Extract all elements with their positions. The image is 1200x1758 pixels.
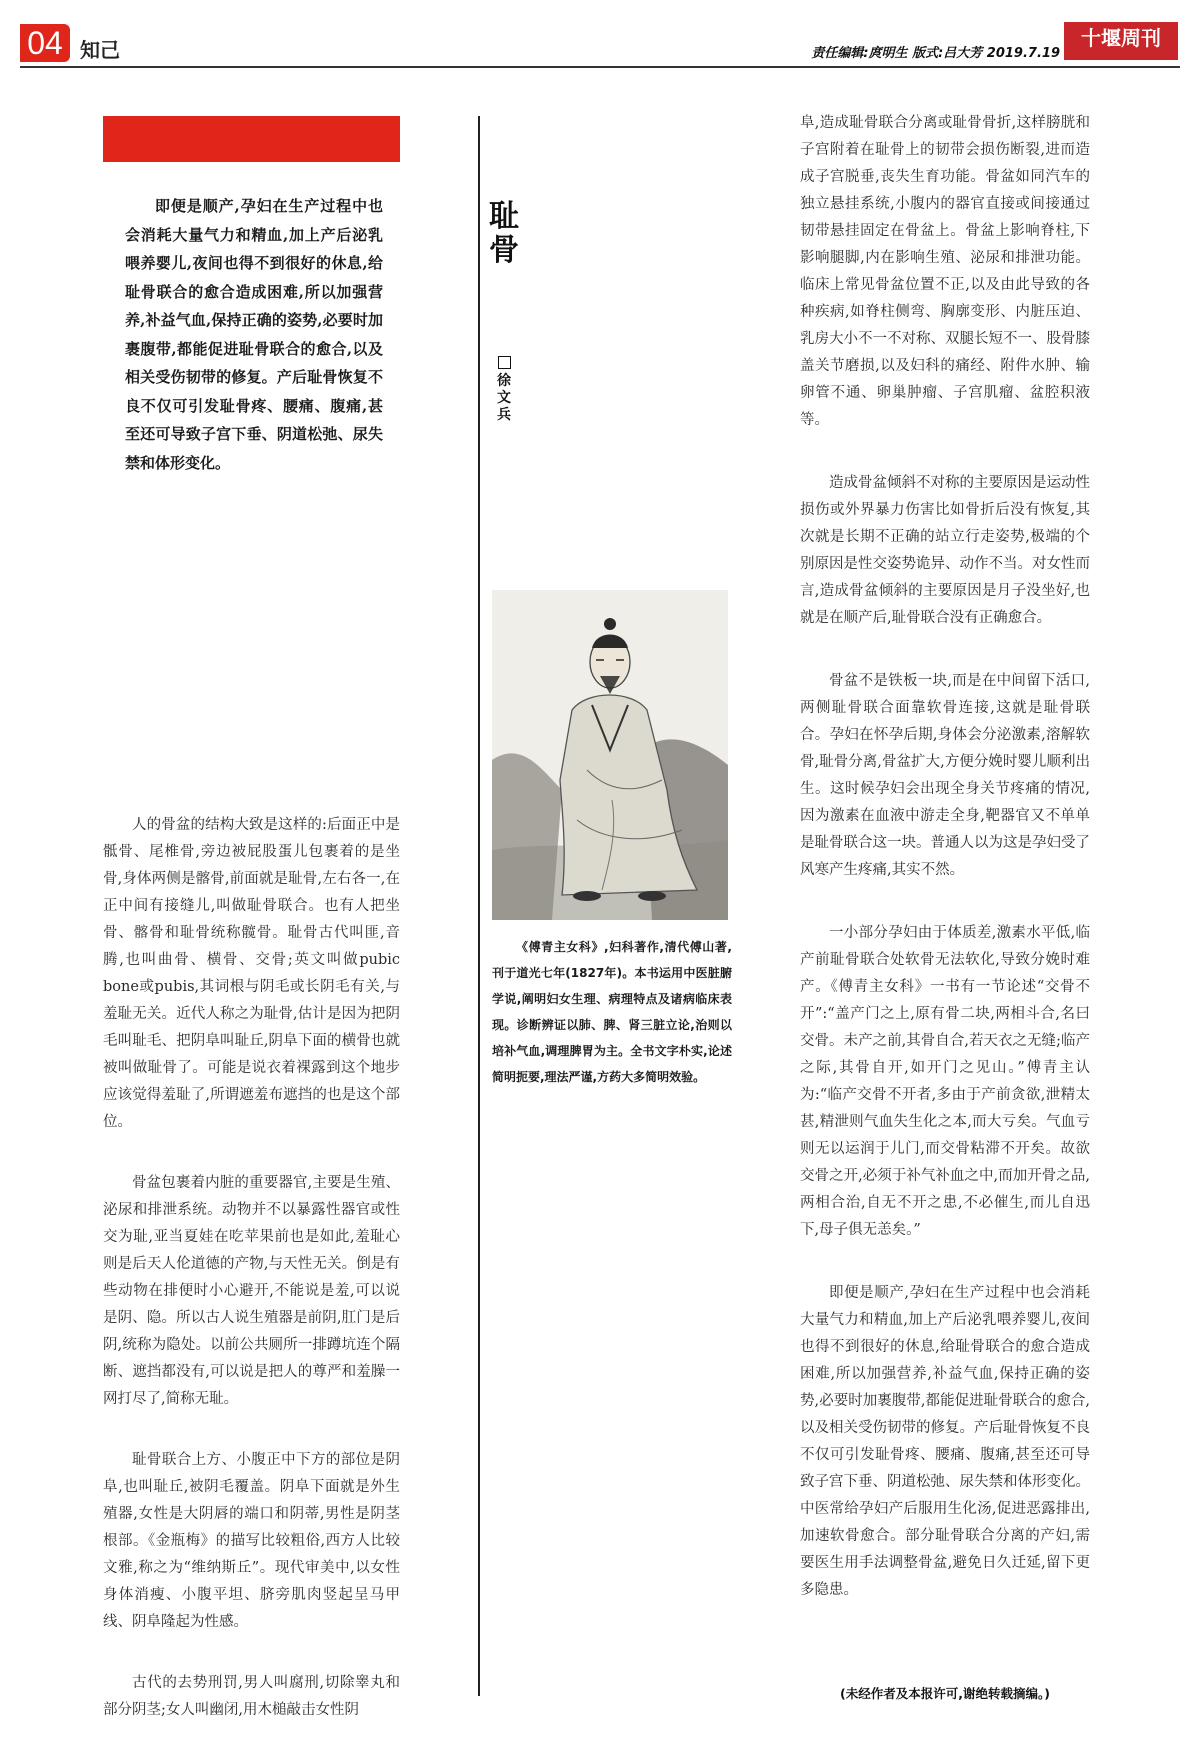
page-number: 04 — [20, 24, 70, 62]
masthead-underline — [1064, 54, 1178, 60]
article-lead: 即便是顺产,孕妇在生产过程中也会消耗大量气力和精血,加上产后泌乳喂养婴儿,夜间也得不到很好的休息,给耻骨联合的愈合造成困难,所以加强营养,补益气血,保持正确的姿势,必要时加裹腹带,都能促进耻骨联合的愈合,以及相关受伤韧带的修复。产后耻骨恢复不良不仅可引发耻骨疼、腰痛、腹痛,甚至还可导致子宫下垂、阴道松弛、尿失禁和体形变化。 — [125, 197, 383, 472]
body-paragraph: 人的骨盆的结构大致是这样的:后面正中是骶骨、尾椎骨,旁边被屁股蛋儿包裹着的是坐骨,身体两侧是髂骨,前面就是耻骨,左右各一,在正中间有接缝儿,叫做耻骨联合。也有人把坐骨、髂骨和耻骨统称髋骨。耻骨古代叫匪,音腾,也叫曲骨、横骨、交骨;英文叫做pubic bone或pubis,其词根与阴毛或长阴毛有关,与羞耻无关。近代人称之为耻骨,估计是因为把阴毛叫耻毛、把阴阜叫耻丘,阴阜下面的横骨也就被叫做耻骨了。可能是说衣着裸露到这个地步应该觉得羞耻了,所谓遮羞布遮挡的也是这个部位。 — [103, 817, 400, 1130]
author-name: 徐文兵 — [497, 373, 511, 423]
section-name: 知己 — [80, 38, 120, 62]
body-paragraph: 阜,造成耻骨联合分离或耻骨骨折,这样膀胱和子宫附着在耻骨上的韧带会损伤断裂,进而造成子宫脱垂,丧失生育功能。骨盆如同汽车的独立悬挂系统,小腹内的器官直接或间接通过韧带悬挂固定在骨盆上。骨盆上影响脊柱,下影响腿脚,内在影响生殖、泌尿和排泄功能。临床上常见骨盆位置不正,以及由此导致的各种疾病,如脊柱侧弯、胸廓变形、内脏压迫、乳房大小不一不对称、双腿长短不一、股骨膝盖关节磨损,以及妇科的痛经、附件水肿、输卵管不通、卵巢肿瘤、子宫肌瘤、盆腔积液等。 — [800, 115, 1090, 428]
column-divider — [478, 116, 480, 1696]
body-paragraph: 即便是顺产,孕妇在生产过程中也会消耗大量气力和精血,加上产后泌乳喂养婴儿,夜间也得不到很好的休息,给耻骨联合的愈合造成困难,所以加强营养,补益气血,保持正确的姿势,必要时加裹腹带,都能促进耻骨联合的愈合,以及相关受伤韧带的修复。产后耻骨恢复不良不仅可引发耻骨疼、腰痛、腹痛,甚至还可导致子宫下垂、阴道松弛、尿失禁和体形变化。中医常给孕妇产后服用生化汤,促进恶露排出,加速软骨愈合。部分耻骨联合分离的产妇,需要医生用手法调整骨盆,避免日久迁延,留下更多隐患。 — [800, 1285, 1090, 1598]
byline-box-icon — [498, 356, 511, 369]
left-text-column — [103, 812, 400, 1758]
body-paragraph: 一小部分孕妇由于体质差,激素水平低,临产前耻骨联合处软骨无法软化,导致分娩时难产。《傅青主女科》一书有一节论述“交骨不开”:“盖产门之上,原有骨二块,两相斗合,名曰交骨。未产之前,其骨自合,若天衣之无缝;临产之际,其骨自开,如开门之见山。”傅青主认为:“临产交骨不开者,多由于产前贪欲,泄精太甚,精泄则气血失生化之本,而大亏矣。气血亏则无以运润于儿门,而交骨粘滞不开矣。故欲交骨之开,必须于补气补血之中,而加开骨之品,两相合治,自无不开之患,不必催生,而儿自迅下,母子俱无恙矣。” — [800, 925, 1090, 1238]
body-paragraph: 骨盆包裹着内脏的重要器官,主要是生殖、泌尿和排泄系统。动物并不以暴露性器官或性交为耻,亚当夏娃在吃苹果前也是如此,羞耻心则是后天人伦道德的产物,与天性无关。倒是有些动物在排便时小心避开,不能说是羞,可以说是阴、隐。所以古人说生殖器是前阴,肛门是后阴,统称为隐处。以前公共厕所一排蹲坑连个隔断、遮挡都没有,可以说是把人的尊严和羞臊一网打尽了,简称无耻。 — [103, 1175, 400, 1407]
body-paragraph: 古代的去势刑罚,男人叫腐刑,切除睾丸和部分阴茎;女人叫幽闭,用木槌敲击女性阴 — [103, 1675, 400, 1718]
article-title: 耻骨 — [489, 199, 519, 268]
header-divider — [20, 66, 1180, 68]
masthead-logo: 十堰周刊 — [1064, 22, 1178, 54]
body-paragraph: 骨盆不是铁板一块,而是在中间留下活口,两侧耻骨联合面靠软骨连接,这就是耻骨联合。孕妇在怀孕后期,身体会分泌激素,溶解软骨,耻骨分离,骨盆扩大,方便分娩时婴儿顺利出生。这时候孕妇会出现全身关节疼痛的情况,因为激素在血液中游走全身,靶器官又不单单是耻骨联合这一块。普通人以为这是孕妇受了风寒产生疼痛,其实不然。 — [800, 673, 1090, 878]
right-text-column — [800, 110, 1090, 1640]
header-credits: 责任编辑:庹明生 版式:吕大芳 2019.7.19 — [811, 46, 1060, 61]
portrait-illustration — [492, 590, 728, 920]
red-title-banner — [103, 116, 400, 162]
body-paragraph: 耻骨联合上方、小腹正中下方的部位是阴阜,也叫耻丘,被阴毛覆盖。阴阜下面就是外生殖器,女性是大阴唇的端口和阴蒂,男性是阴茎根部。《金瓶梅》的描写比较粗俗,西方人比较文雅,称之为“维纳斯丘”。现代审美中,以女性身体消瘦、小腹平坦、脐旁肌肉竖起呈马甲线、阴阜隆起为性感。 — [103, 1452, 400, 1630]
byline — [494, 356, 514, 424]
body-paragraph: 造成骨盆倾斜不对称的主要原因是运动性损伤或外界暴力伤害比如骨折后没有恢复,其次就是长期不正确的站立行走姿势,极端的个别原因是性交姿势诡异、动作不当。对女性而言,造成骨盆倾斜的主要原因是月子没坐好,也就是在顺产后,耻骨联合没有正确愈合。 — [800, 475, 1090, 626]
image-caption: 《傅青主女科》,妇科著作,清代傅山著,刊于道光七年(1827年)。本书运用中医脏腑学说,阐明妇女生理、病理特点及诸病临床表现。诊断辨证以肺、脾、肾三脏立论,治则以培补气血,调理脾胃为主。全书文字朴实,论述简明扼要,理法严谨,方药大多简明效验。 — [492, 940, 732, 1084]
copyright-note: (未经作者及本报许可,谢绝转载摘编。) — [840, 1686, 1050, 1701]
